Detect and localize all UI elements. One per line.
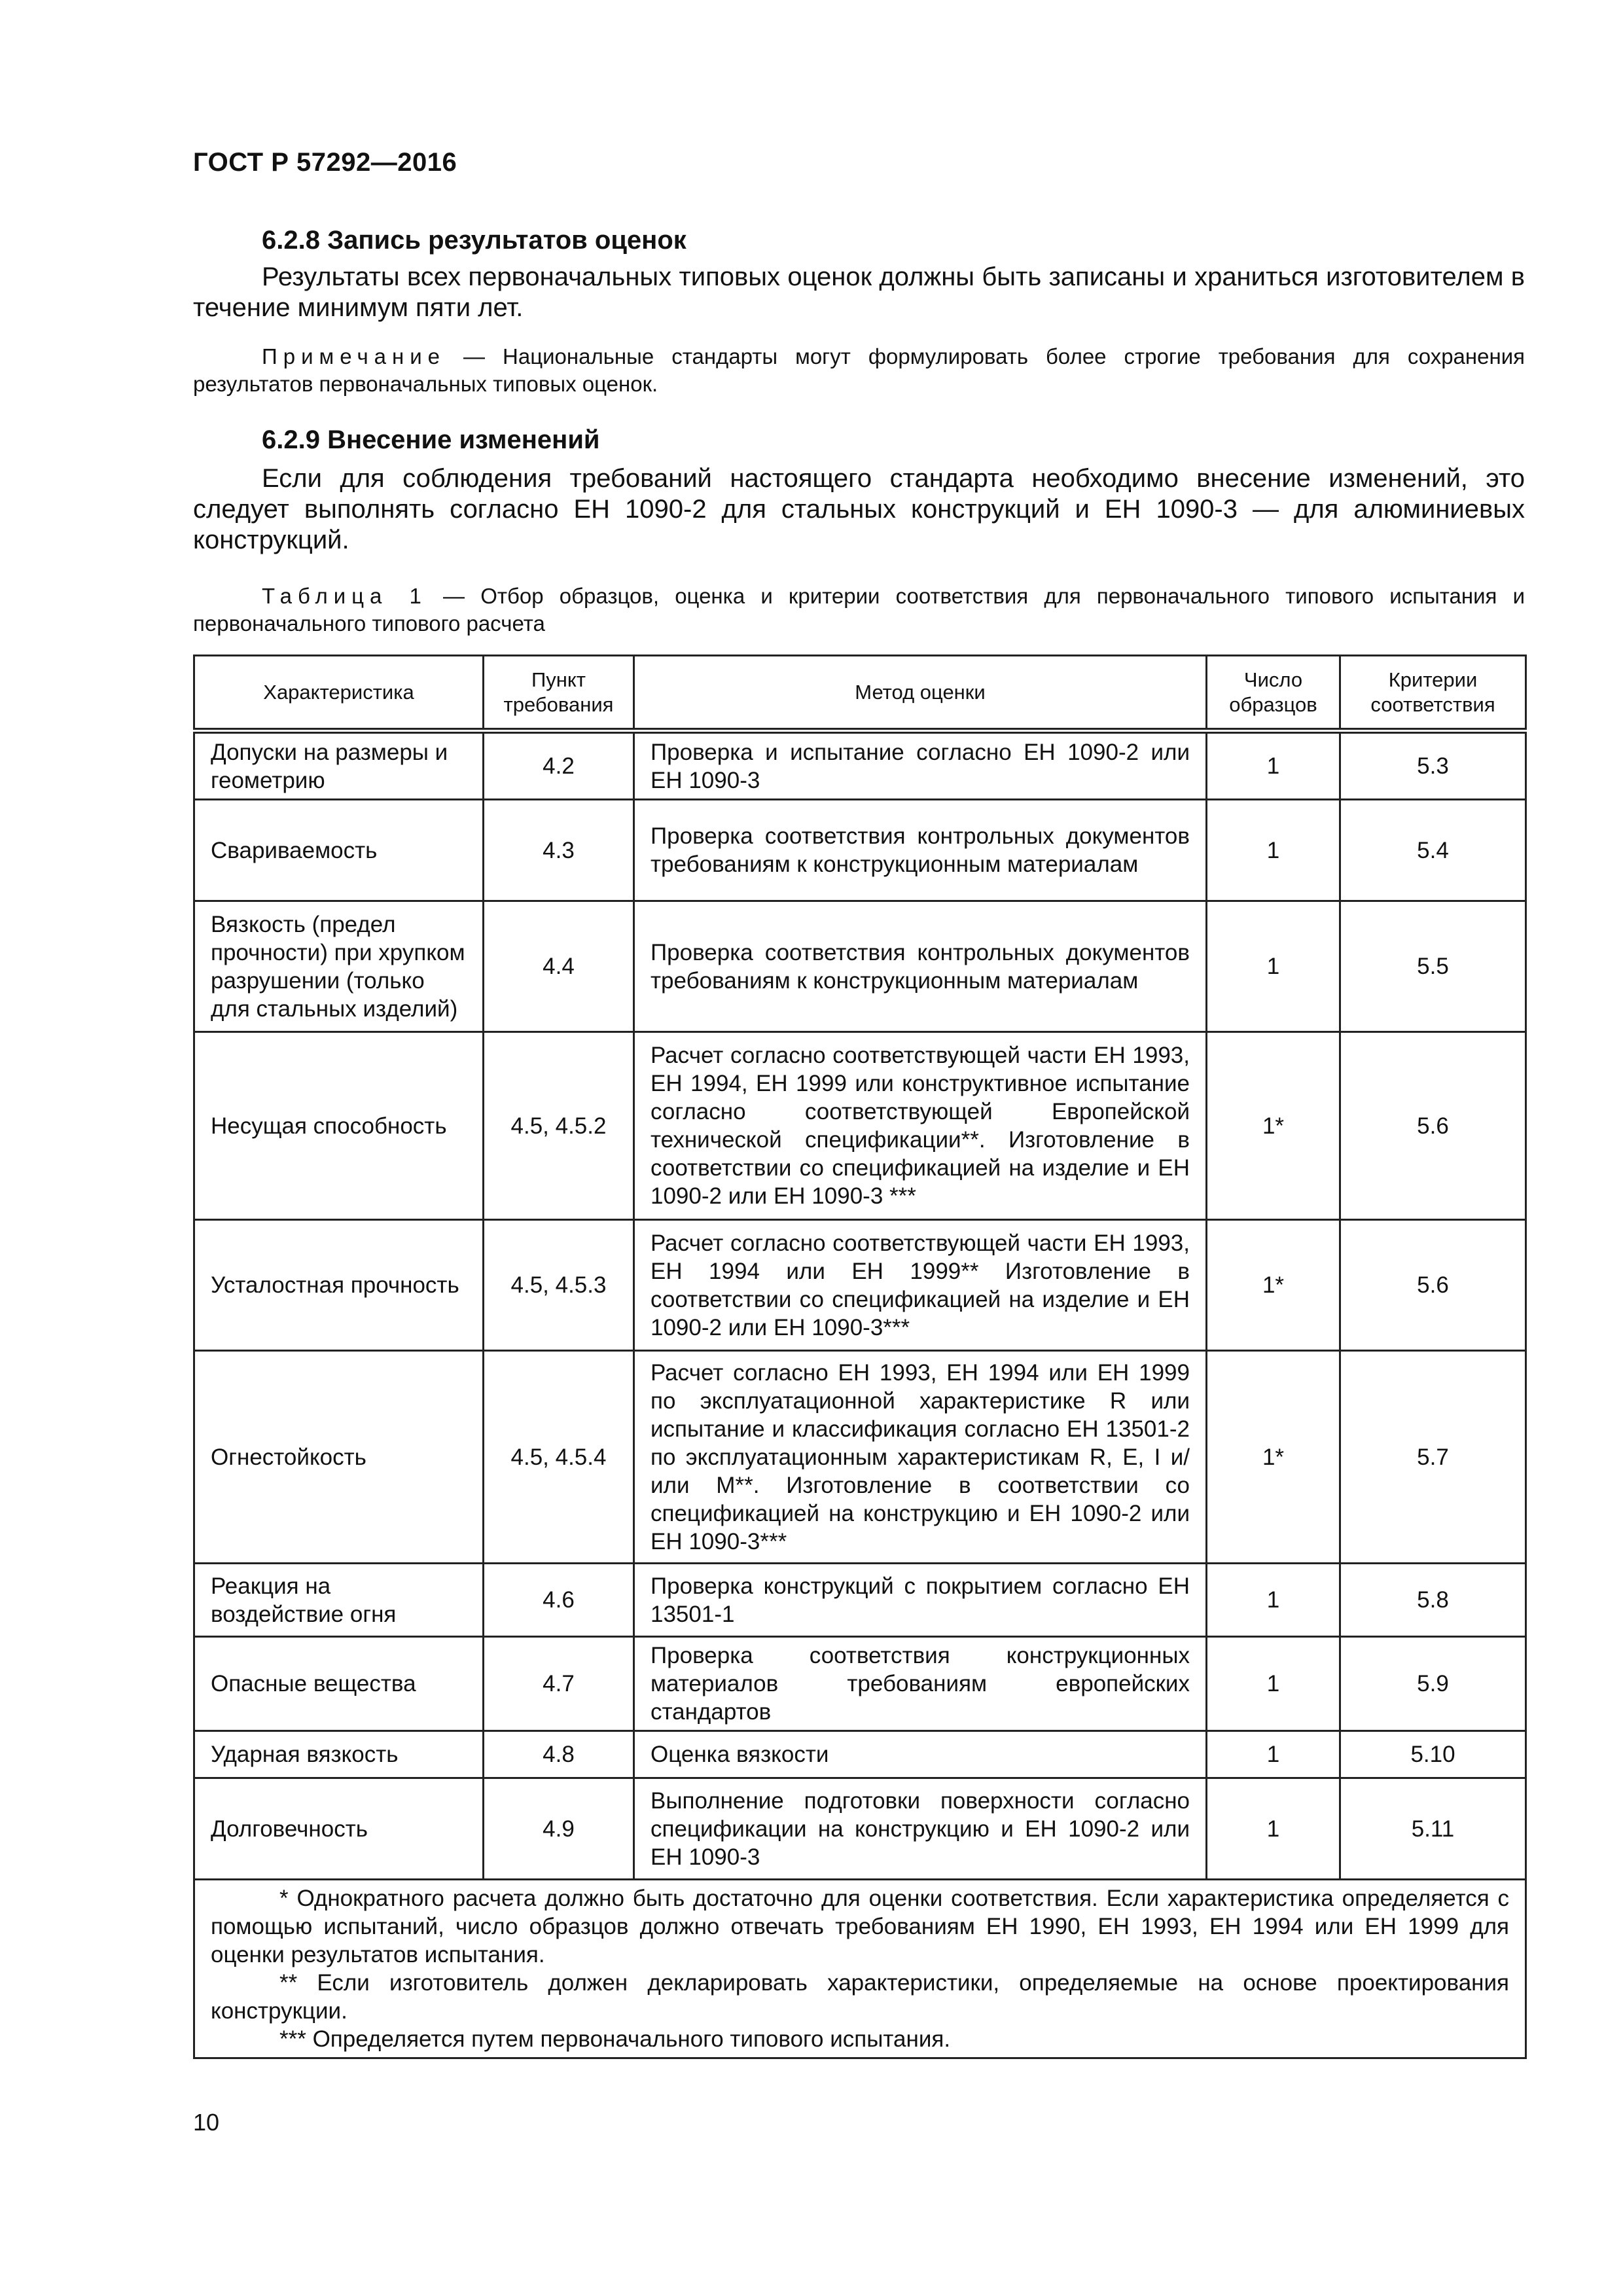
cell-criteria: 5.11: [1340, 1778, 1526, 1880]
table-caption-label: Таблица 1: [262, 584, 427, 608]
section-6-2-9-title: 6.2.9 Внесение изменений: [262, 425, 600, 454]
header-clause: Пункт требования: [484, 656, 634, 731]
cell-samples: 1: [1207, 1637, 1340, 1731]
table-row: [194, 1564, 1526, 1637]
section-6-2-9-text: Если для соблюдения требований настоящего стандарта необходимо внесение изменений, это следует выполнять согласно ЕН 1090-2 для стальных конструкций и ЕН 1090-3 — для алюминиевых конструкций.: [193, 464, 1525, 554]
cell-clause: 4.2: [484, 731, 634, 800]
table-row: [194, 901, 1526, 1032]
cell-samples: 1: [1207, 1731, 1340, 1778]
page-number: 10: [193, 2109, 220, 2136]
cell-characteristic: Свариваемость: [194, 800, 484, 901]
table-row: [194, 731, 1526, 800]
cell-criteria: 5.6: [1340, 1220, 1526, 1351]
cell-method: Расчет согласно соответствующей части ЕН 1993, ЕН 1994 или ЕН 1999** Изготовление в соответствии со спецификацией на изделие и ЕН 1090-2 или ЕН 1090-3***: [634, 1220, 1207, 1351]
cell-criteria: 5.7: [1340, 1351, 1526, 1564]
cell-clause: 4.3: [484, 800, 634, 901]
cell-criteria: 5.4: [1340, 800, 1526, 901]
cell-clause: 4.8: [484, 1731, 634, 1778]
cell-method: Оценка вязкости: [634, 1731, 1207, 1778]
cell-criteria: 5.8: [1340, 1564, 1526, 1637]
footnote-1: * Однократного расчета должно быть достаточно для оценки соответствия. Если характеристика определяется с помощью испытаний, число образцов должно отвечать требованиям ЕН 1990, ЕН 1993, ЕН 1994 или ЕН 1999 для оценки результатов испытания.: [211, 1886, 1509, 1967]
cell-clause: 4.5, 4.5.2: [484, 1032, 634, 1220]
cell-method: Расчет согласно соответствующей части ЕН 1993, ЕН 1994, ЕН 1999 или конструктивное испытание согласно соответствующей Европейской технической спецификации**. Изготовление в соответствии со спецификацией на изделие и ЕН 1090-2 или ЕН 1090-3 ***: [634, 1032, 1207, 1220]
table-caption-text: — Отбор образцов, оценка и критерии соответствия для первоначального типового испытания и первоначального типового расчета: [193, 584, 1525, 636]
cell-characteristic: Вязкость (предел прочности) при хрупком разрушении (только для стальных изделий): [194, 901, 484, 1032]
cell-samples: 1: [1207, 731, 1340, 800]
cell-samples: 1: [1207, 1564, 1340, 1637]
cell-characteristic: Усталостная прочность: [194, 1220, 484, 1351]
cell-samples: 1*: [1207, 1032, 1340, 1220]
table-row: [194, 1731, 1526, 1778]
cell-method: Проверка конструкций с покрытием согласно ЕН 13501-1: [634, 1564, 1207, 1637]
cell-method: Проверка соответствия конструкционных материалов требованиям европейских стандартов: [634, 1637, 1207, 1731]
table-row: [194, 1778, 1526, 1880]
cell-clause: 4.9: [484, 1778, 634, 1880]
header-characteristic: Характеристика: [194, 656, 484, 731]
table-row: [194, 1637, 1526, 1731]
assessment-table: [193, 655, 1527, 2059]
cell-criteria: 5.5: [1340, 901, 1526, 1032]
cell-method: Расчет согласно ЕН 1993, ЕН 1994 или ЕН 1999 по эксплуатационной характеристике R или испытание и классификация согласно ЕН 13501-2 по эксплуатационным характеристикам R, E, I и/или М**. Изготовление в соответствии со спецификацией на конструкцию и ЕН 1090-2 или ЕН 1090-3***: [634, 1351, 1207, 1564]
cell-samples: 1: [1207, 1778, 1340, 1880]
cell-clause: 4.6: [484, 1564, 634, 1637]
cell-characteristic: Огнестойкость: [194, 1351, 484, 1564]
cell-clause: 4.4: [484, 901, 634, 1032]
cell-criteria: 5.9: [1340, 1637, 1526, 1731]
cell-clause: 4.7: [484, 1637, 634, 1731]
table-header-row: [194, 656, 1526, 731]
cell-method: Проверка соответствия контрольных документов требованиям к конструкционным материалам: [634, 901, 1207, 1032]
table-footnotes-row: [194, 1880, 1526, 2058]
cell-method: Проверка и испытание согласно ЕН 1090-2 или ЕН 1090-3: [634, 731, 1207, 800]
table-footnotes: [194, 1880, 1526, 2058]
cell-criteria: 5.10: [1340, 1731, 1526, 1778]
section-6-2-8-text: Результаты всех первоначальных типовых оценок должны быть записаны и храниться изготовителем в течение минимум пяти лет.: [193, 262, 1525, 322]
cell-criteria: 5.6: [1340, 1032, 1526, 1220]
table-row: [194, 1220, 1526, 1351]
table-caption: [193, 583, 1525, 637]
cell-samples: 1: [1207, 901, 1340, 1032]
cell-clause: 4.5, 4.5.3: [484, 1220, 634, 1351]
cell-samples: 1: [1207, 800, 1340, 901]
cell-characteristic: Допуски на размеры и геометрию: [194, 731, 484, 800]
cell-characteristic: Несущая способность: [194, 1032, 484, 1220]
cell-criteria: 5.3: [1340, 731, 1526, 800]
table-row: [194, 1032, 1526, 1220]
cell-characteristic: Долговечность: [194, 1778, 484, 1880]
table-row: [194, 800, 1526, 901]
cell-samples: 1*: [1207, 1351, 1340, 1564]
header-criteria: Критерии соответствия: [1340, 656, 1526, 731]
section-6-2-8-title: 6.2.8 Запись результатов оценок: [262, 226, 687, 255]
cell-characteristic: Ударная вязкость: [194, 1731, 484, 1778]
document-header: ГОСТ Р 57292—2016: [193, 148, 457, 177]
table-row: [194, 1351, 1526, 1564]
cell-method: Проверка соответствия контрольных документов требованиям к конструкционным материалам: [634, 800, 1207, 901]
cell-samples: 1*: [1207, 1220, 1340, 1351]
header-samples: Число образцов: [1207, 656, 1340, 731]
cell-characteristic: Опасные вещества: [194, 1637, 484, 1731]
note-paragraph: [193, 343, 1525, 398]
cell-method: Выполнение подготовки поверхности согласно спецификации на конструкцию и ЕН 1090-2 или ЕН 1090-3: [634, 1778, 1207, 1880]
footnote-2: ** Если изготовитель должен декларировать характеристики, определяемые на основе проектирования конструкции.: [211, 1970, 1509, 2024]
header-method: Метод оценки: [634, 656, 1207, 731]
footnote-3: *** Определяется путем первоначального типового испытания.: [279, 2026, 951, 2052]
cell-clause: 4.5, 4.5.4: [484, 1351, 634, 1564]
note-text: — Национальные стандарты могут формулировать более строгие требования для сохранения результатов первоначальных типовых оценок.: [193, 344, 1525, 396]
cell-characteristic: Реакция на воздействие огня: [194, 1564, 484, 1637]
note-label: Примечание: [262, 344, 446, 368]
